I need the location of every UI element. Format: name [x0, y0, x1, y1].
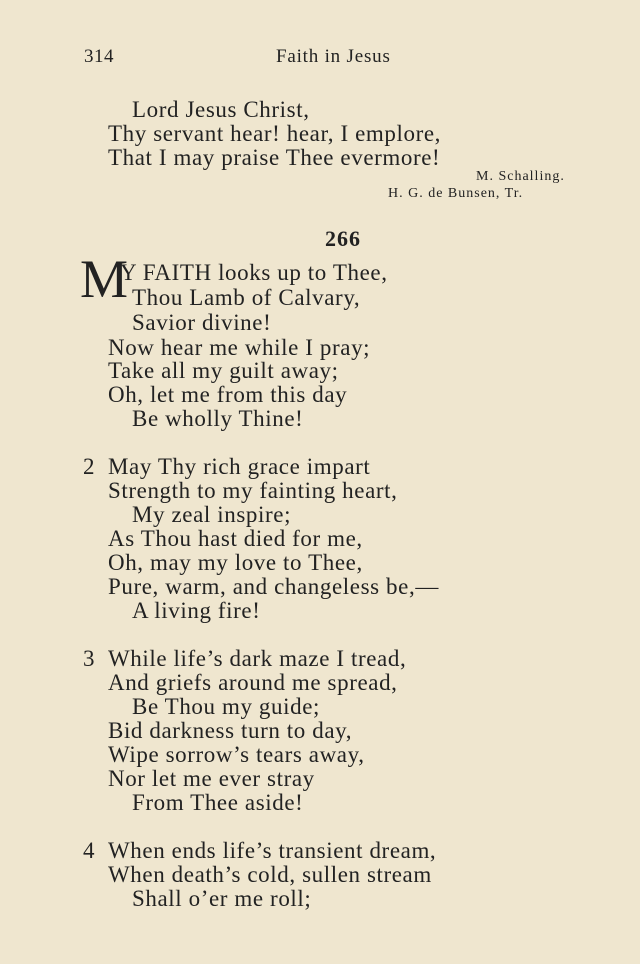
verse-2-line: Oh, may my love to Thee, [108, 550, 363, 575]
verse-1-line: Take all my guilt away; [108, 358, 339, 383]
verse-3-line: Be Thou my guide; [132, 694, 321, 719]
verse-number: 4 [83, 838, 95, 863]
verse-3-line: Bid darkness turn to day, [108, 718, 353, 743]
verse-1-line: Now hear me while I pray; [108, 335, 371, 360]
verse-3-line: From Thee aside! [132, 790, 304, 815]
verse-4-line: When ends life’s transient dream, [108, 838, 437, 863]
verse-2-line: As Thou hast died for me, [108, 526, 363, 551]
verse-1-line: Oh, let me from this day [108, 382, 348, 407]
verse-1-line: Thou Lamb of Calvary, [132, 285, 361, 310]
section-title: Faith in Jesus [276, 46, 391, 67]
verse-3-line: Wipe sorrow’s tears away, [108, 742, 365, 767]
verse-1-line: Y FAITH looks up to Thee, [120, 260, 388, 285]
verse-2-line: A living fire! [132, 598, 261, 623]
verse-number: 3 [83, 646, 95, 671]
hymn-number: 266 [325, 226, 361, 251]
previous-hymn-line: Thy servant hear! hear, I emplore, [108, 121, 442, 146]
verse-1-line: Savior divine! [132, 310, 272, 335]
verse-3-line: Nor let me ever stray [108, 766, 315, 791]
verse-3-line: And griefs around me spread, [108, 670, 398, 695]
previous-hymn-line: Lord Jesus Christ, [132, 97, 310, 122]
verse-2-line: My zeal inspire; [132, 502, 292, 527]
verse-number: 2 [83, 454, 95, 479]
page-number: 314 [84, 46, 114, 67]
author-credit: M. Schalling. [476, 169, 565, 184]
verse-4-line: Shall o’er me roll; [132, 886, 312, 911]
drop-cap: M [80, 249, 129, 309]
verse-2-line: Strength to my fainting heart, [108, 478, 398, 503]
verse-1-line: Be wholly Thine! [132, 406, 304, 431]
translator-credit: H. G. de Bunsen, Tr. [388, 186, 524, 201]
verse-4-line: When death’s cold, sullen stream [108, 862, 432, 887]
previous-hymn-line: That I may praise Thee evermore! [108, 145, 441, 170]
verse-2-line: Pure, warm, and changeless be,— [108, 574, 439, 599]
verse-2-line: May Thy rich grace impart [108, 454, 371, 479]
verse-3-line: While life’s dark maze I tread, [108, 646, 407, 671]
